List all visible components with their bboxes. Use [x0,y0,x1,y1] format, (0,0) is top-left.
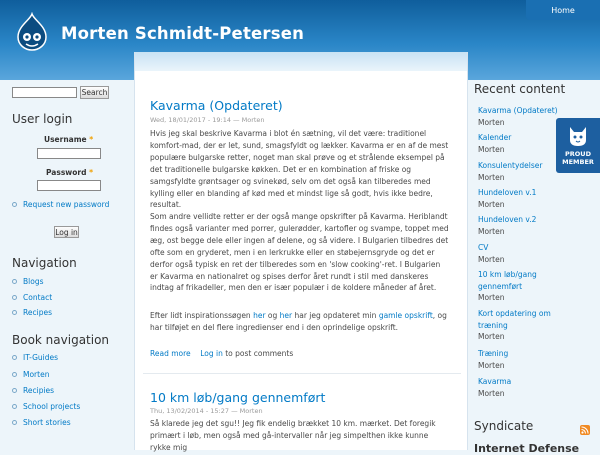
navigation-title: Navigation [12,256,77,270]
recent-item [472,269,578,304]
nav-item-blogs[interactable]: Blogs [12,277,44,286]
nav-item-contact[interactable]: Contact [12,293,52,302]
recent-item-author: Morten [478,254,505,264]
recent-item-title[interactable]: Kavarma [478,377,512,386]
post-text: Efter lidt inspirationssøgen [150,311,254,320]
nav-item-recipes[interactable]: Recipes [12,308,52,317]
primary-nav [526,0,600,20]
recent-item-title[interactable]: Træning [478,349,509,358]
inspiration-link-1[interactable]: her [253,311,266,320]
recent-item-author: Morten [478,388,505,398]
search-input[interactable] [12,87,77,98]
recent-item-title[interactable]: CV [478,243,489,252]
recent-item-author: Morten [478,117,505,127]
post-meta: Thu, 13/02/2014 - 15:27 — Morten [150,407,263,415]
post-paragraph: Som andre vellidte retter er der også mange opskrifter på Kavarma. Heriblandt findes også varianter med porrer, gulerødder, kartofler og svampe, toppet med æg, ost begge dele eller ingen af delene, og så videre. I Bulgarien tilbedres det ofte som en gryderet, men i en lerkrukke eller en støbejernsgryde og det er derfor også typisk en ret der tilberedes som en 'slow cooking'-ret. I Bulgarien er Kavarma en nationalret og spises derfor året rundt i stil med danskeres indtag af frikadeller, men den er især populær i de koldere måneder af året. [150,212,449,293]
read-more-link[interactable]: Read more [150,349,191,358]
recent-item [472,348,578,371]
recent-item-author: Morten [478,360,505,370]
password-label-text: Password [46,168,87,177]
cat-mascot-icon [567,124,589,148]
username-label-text: Username [44,135,87,144]
post-title[interactable]: Kavarma (Opdateret) [150,98,283,113]
drupal-logo-icon[interactable] [12,12,52,52]
inspiration-link-2[interactable]: her [279,311,293,320]
recent-item-title[interactable]: Kort opdatering om træning [478,309,551,330]
site-name-link[interactable]: Morten Schmidt-Petersen [61,24,305,43]
book-item-it-guides[interactable]: IT-Guides [12,353,58,362]
rss-glyph-icon [580,425,590,435]
post-text: , og har tilføjet en del flere ingredienser end i den oprindelige opskrift. [150,311,447,332]
required-mark: * [89,135,94,144]
book-item-recipies[interactable]: Recipies [12,386,54,395]
post-divider [143,373,461,374]
login-to-comment-link[interactable]: Log in [200,349,223,358]
required-mark: * [89,168,93,177]
nav-home-link[interactable]: Home [551,6,575,15]
sidebar-left [0,80,132,450]
recent-item-author: Morten [478,172,505,182]
password-label [46,168,93,177]
username-field[interactable] [37,148,101,159]
badge-line: PROUD [565,150,591,158]
post-text: og [265,311,280,320]
main-content [134,52,468,450]
rss-feed-icon[interactable] [580,425,590,435]
book-item-morten[interactable]: Morten [12,370,49,379]
recent-item-author: Morten [478,199,505,209]
recent-item [472,308,578,343]
recent-item [472,242,578,265]
login-button[interactable]: Log in [55,227,78,237]
post-text: har jeg opdateret min [292,311,379,320]
recent-item-title[interactable]: Konsulentydelser [478,161,543,170]
search-button[interactable]: Search [81,88,108,97]
recent-item-author: Morten [478,144,505,154]
post-meta: Wed, 18/01/2017 - 19:14 — Morten [150,116,265,124]
book-navigation-title: Book navigation [12,333,110,347]
internet-defense-text: Internet Defense [474,442,580,455]
post-paragraph [150,310,450,334]
post-paragraph: Så klarede jeg det sgu!! Jeg fik endelig brækket 10 km. mærket. Det foregik primært i løb, men også med gå-intervaller når jeg simpelthen ikke kunne rykke mig [150,419,436,452]
recent-item [472,376,578,399]
badge-label [556,150,600,166]
username-label [44,135,93,144]
book-item-school-projects[interactable]: School projects [12,402,80,411]
proud-member-badge[interactable] [556,118,600,173]
old-recipe-link[interactable]: gamle opskrift [378,311,433,320]
recent-item [472,214,578,237]
post-title[interactable]: 10 km løb/gang gennemført [150,390,326,405]
recent-item-author: Morten [478,332,505,341]
post-paragraph: Hvis jeg skal beskrive Kavarma i blot én sætning, vil det være: traditionel komfort-mad, der er let, sund, smagsfyldt og lækker. Kavarma er en af de mest populære bulgarske retter, noget man skal prøve og et strålende eksempel på det traditionelle bulgarske køkken. Det er en kombination af friske og samgsfyldte grøntsager og svinekød, selv om det også kan tilberedes med kylling eller en blanding af kød med et mindst lige så godt, hvis ikke bedre, resultat. [150,129,449,210]
request-password-link[interactable]: Request new password [12,200,109,209]
main-top-gradient [135,52,467,71]
recent-item-title[interactable]: Hundeloven v.2 [478,215,537,224]
syndicate-title: Syndicate [474,419,534,433]
recent-item-author: Morten [478,226,505,236]
comment-suffix-text: to post comments [225,349,294,358]
badge-line: MEMBER [562,158,594,166]
recent-item [472,187,578,210]
recent-item-title[interactable]: Kalender [478,133,512,142]
recent-item-title[interactable]: Kavarma (Opdateret) [478,106,558,115]
recent-content-title: Recent content [474,82,566,96]
user-login-title: User login [12,112,73,126]
recent-item-title[interactable]: 10 km løb/gang gennemført [478,270,537,291]
post-links [150,349,293,358]
recent-item-title[interactable]: Hundeloven v.1 [478,188,537,197]
password-field[interactable] [37,180,101,191]
book-item-short-stories[interactable]: Short stories [12,418,71,427]
recent-item-author: Morten [478,293,505,302]
